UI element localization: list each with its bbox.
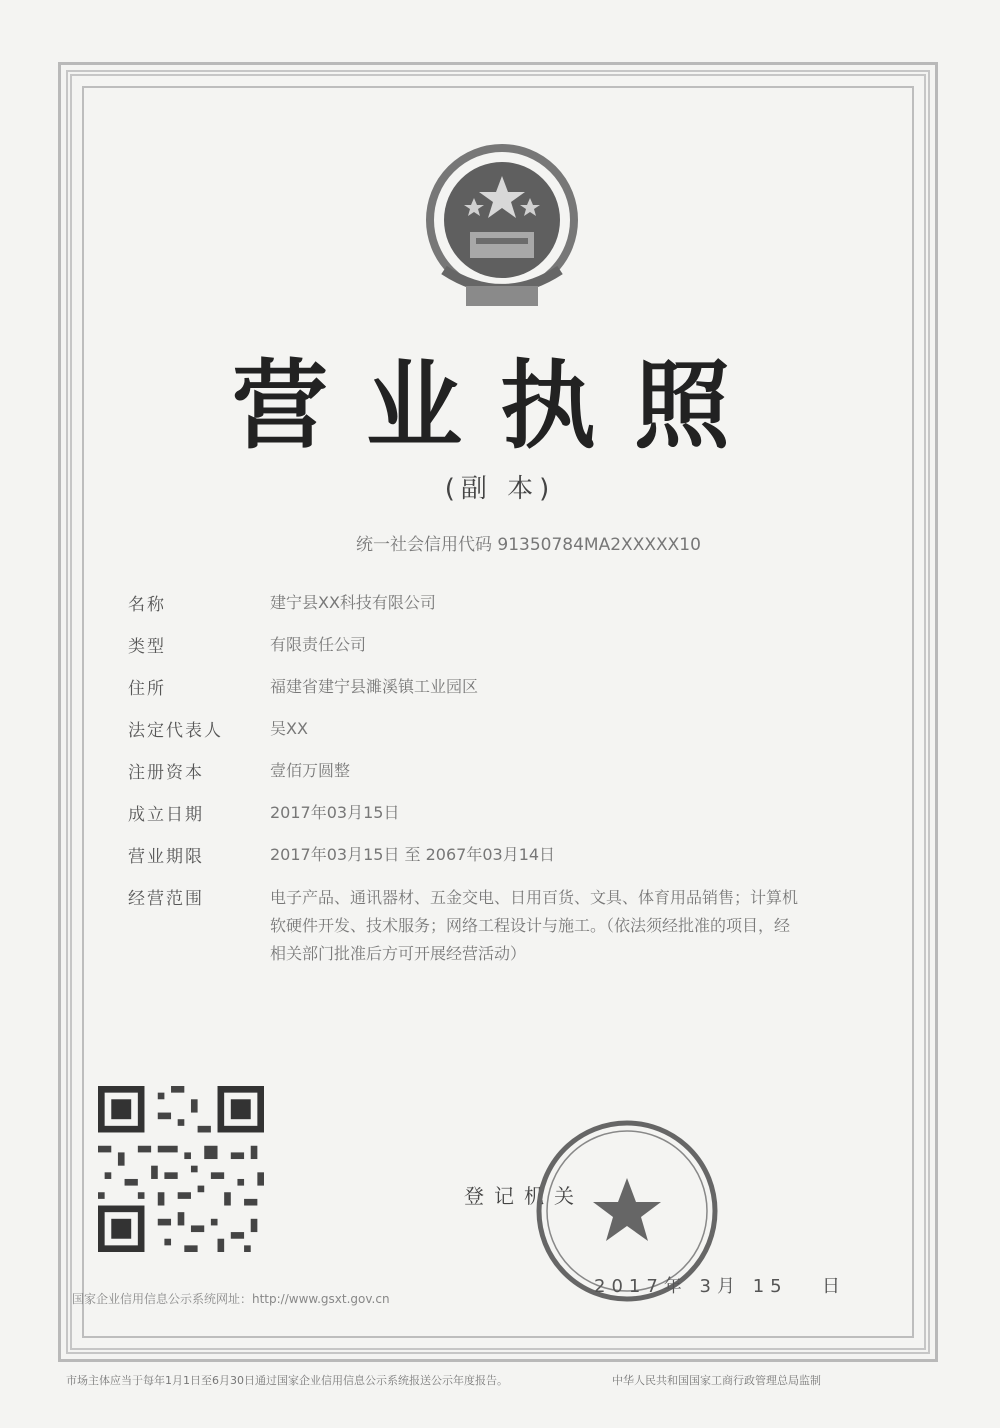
- field-value: 福建省建宁县濉溪镇工业园区: [270, 677, 479, 696]
- field-row-address: [128, 674, 808, 716]
- field-row-term: [128, 842, 808, 884]
- credit-code: 统一社会信用代码 91350784MA2XXXXX10: [356, 535, 701, 555]
- field-label: 名称: [128, 595, 166, 615]
- field-value: 有限责任公司: [270, 635, 367, 654]
- copy-label: (副 本): [444, 474, 556, 504]
- footer-annual-report-note: 市场主体应当于每年1月1日至6月30日通过国家企业信用信息公示系统报送公示年度报告。: [66, 1374, 508, 1387]
- field-value: 2017年03月15日: [270, 803, 400, 822]
- field-label: 营业期限: [128, 847, 204, 867]
- field-label: 住所: [128, 679, 166, 699]
- national-emblem-icon: [414, 140, 590, 320]
- field-row-legal-rep: [128, 716, 808, 758]
- field-value: 壹佰万圆整: [270, 761, 351, 780]
- qr-code-icon: [98, 1086, 264, 1252]
- field-value: 2017年03月15日 至 2067年03月14日: [270, 845, 556, 864]
- field-label: 法定代表人: [128, 721, 223, 741]
- system-url-note: 国家企业信用信息公示系统网址：http://www.gsxt.gov.cn: [72, 1292, 390, 1306]
- field-row-established: [128, 800, 808, 842]
- field-row-capital: [128, 758, 808, 800]
- field-value: 电子产品、通讯器材、五金交电、日用百货、文具、体育用品销售；计算机软硬件开发、技术服务；网络工程设计与施工。（依法须经批准的项目，经相关部门批准后方可开展经营活动）: [270, 888, 799, 963]
- field-value: 吴XX: [270, 719, 308, 738]
- issue-date: 2017年 3月 15: [594, 1276, 788, 1297]
- field-label: 成立日期: [128, 805, 204, 825]
- field-label: 经营范围: [128, 889, 204, 909]
- license-fields: [128, 590, 808, 968]
- field-value: 建宁县XX科技有限公司: [270, 593, 436, 612]
- issue-day-suffix: 日: [822, 1276, 840, 1297]
- field-row-type: [128, 632, 808, 674]
- field-label: 类型: [128, 637, 166, 657]
- footer-issuer: 中华人民共和国国家工商行政管理总局监制: [612, 1374, 821, 1387]
- registration-authority: 登记机关: [464, 1184, 584, 1208]
- field-label: 注册资本: [128, 763, 204, 783]
- field-row-name: [128, 590, 808, 632]
- field-row-scope: [128, 884, 808, 968]
- page-title: 营业执照: [232, 350, 768, 462]
